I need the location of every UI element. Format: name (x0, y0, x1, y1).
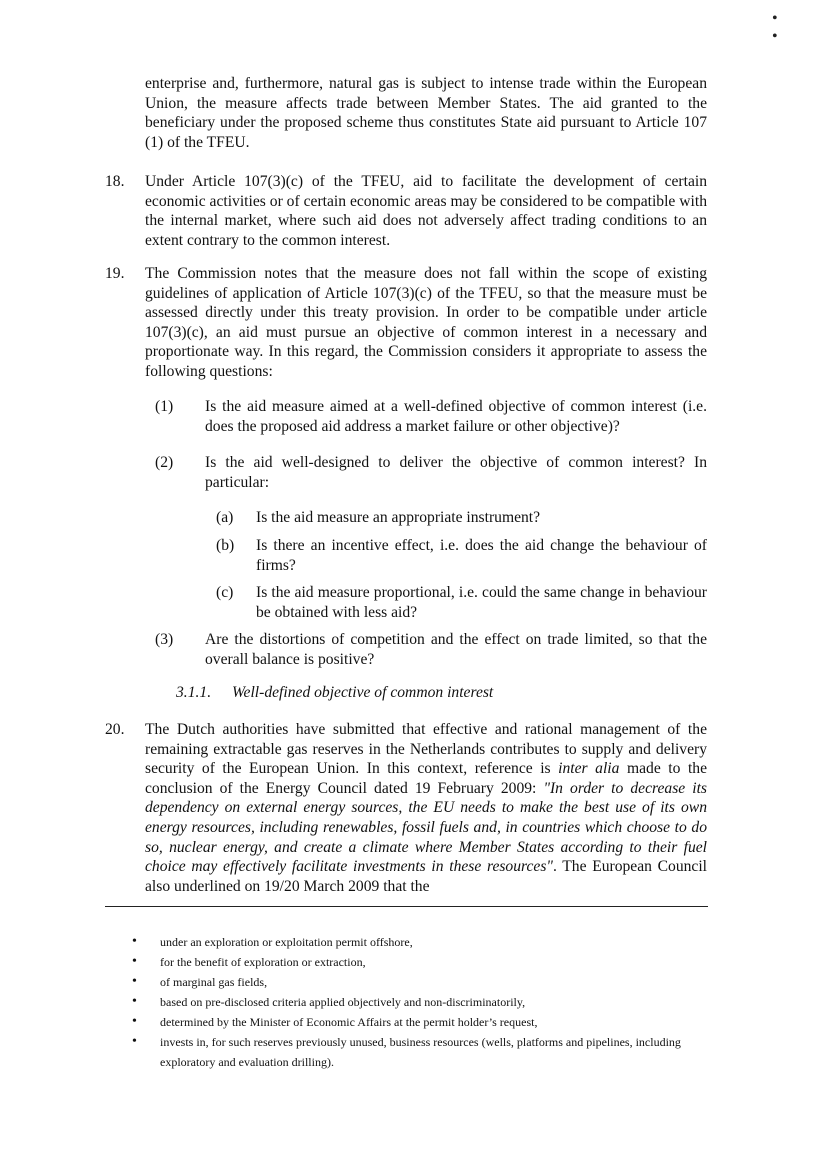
energy-council-quote: "In order to decrease its dependency on external energy sources, the EU needs to make the best use of its own energy resources, including renewables, fossil fuels and, in countries which choose to do so, nuclear energy, and create a climate where Member States according to their fuel choice may effectively facilitate investments in these resources" (145, 779, 707, 876)
footnote-text: under an exploration or exploitation permit offshore, (160, 935, 413, 949)
question-3-label: (3) (155, 631, 174, 648)
inter-alia: inter alia (558, 760, 620, 778)
section-title: Well-defined objective of common interest (232, 684, 494, 701)
section-heading (176, 683, 493, 703)
question-1-label: (1) (155, 398, 174, 415)
paragraph-number-20: 20. (105, 721, 125, 738)
paragraph-20-text-middle: made to the conclusion of the Energy Council dated 19 February 2009: (145, 760, 708, 797)
bullet-icon: • (132, 954, 137, 969)
subquestion-a-text: Is the aid measure an appropriate instrument? (256, 509, 541, 526)
intro-paragraph: enterprise and, furthermore, natural gas is subject to intense trade within the European Union, the measure affects trade between Member States. The aid granted to the beneficiary under the proposed scheme thus constitutes State aid pursuant to Article 107 (1) of the TFEU. (145, 75, 707, 151)
subquestion-a-label: (a) (216, 509, 234, 526)
subquestion-c-text: Is the aid measure proportional, i.e. could the same change in behaviour be obtained with less aid? (256, 584, 707, 621)
footnote-item (132, 932, 692, 952)
question-2-text: Is the aid well-designed to deliver the objective of common interest? In particular: (205, 454, 707, 491)
question-3-text: Are the distortions of competition and the effect on trade limited, so that the overall balance is positive? (205, 631, 707, 668)
subquestion-b-label: (b) (216, 537, 235, 554)
footnote-item (132, 952, 692, 972)
bullet-icon: • (132, 974, 137, 989)
footnote-item (132, 972, 692, 992)
footnote-text: based on pre-disclosed criteria applied objectively and non-discriminatorily, (160, 995, 526, 1009)
subquestion-b-text: Is there an incentive effect, i.e. does the aid change the behaviour of firms? (256, 537, 707, 574)
question-2-label: (2) (155, 454, 174, 471)
footnote-text: determined by the Minister of Economic Affairs at the permit holder’s request, (160, 1015, 538, 1029)
bullet-icon: • (132, 1034, 137, 1049)
paragraph-number-19: 19. (105, 265, 125, 282)
footnote-list (132, 932, 692, 1072)
footnote-item (132, 1032, 692, 1072)
paragraph-number-18: 18. (105, 173, 125, 190)
bullet-icon: • (132, 1014, 137, 1029)
section-number: 3.1.1. (176, 684, 212, 701)
bullet-icon: • (132, 934, 137, 949)
paragraph-18: Under Article 107(3)(c) of the TFEU, aid to facilitate the development of certain economic activities or of certain economic areas may be considered to be compatible with the internal market, where such aid does not adversely affect trading conditions to an extent contrary to the common interest. (145, 173, 707, 249)
paragraph-19: The Commission notes that the measure does not fall within the scope of existing guidelines of application of Article 107(3)(c) of the TFEU, so that the measure must be assessed directly under this treaty provision. In order to be compatible under article 107(3)(c), an aid must pursue an objective of common interest in a necessary and proportionate way. In this regard, the Commission considers it appropriate to assess the following questions: (145, 265, 707, 380)
footnote-item (132, 992, 692, 1012)
subquestion-c-label: (c) (216, 584, 234, 601)
paragraph-20-text-before: The Dutch authorities have submitted that effective and rational management of the remaining extractable gas reserves in the Netherlands contributes to supply and delivery security of the European Union. In this context, reference is (145, 721, 707, 778)
footnote-item (132, 1012, 692, 1032)
footnote-text: for the benefit of exploration or extraction, (160, 955, 366, 969)
footnote-divider (105, 906, 708, 907)
question-1-text: Is the aid measure aimed at a well-defined objective of common interest (i.e. does the proposed aid address a market failure or other objective)? (205, 398, 707, 435)
paragraph-20 (145, 720, 707, 896)
footnote-text: of marginal gas fields, (160, 975, 268, 989)
footnote-text: invests in, for such reserves previously unused, business resources (wells, platforms and pipelines, including exploratory and evaluation drilling). (160, 1035, 681, 1069)
paragraph-20-text-after: . The European Council also underlined on 19/20 March 2009 that the (145, 858, 707, 895)
page-corner-dots: • • (772, 10, 792, 45)
bullet-icon: • (132, 994, 137, 1009)
